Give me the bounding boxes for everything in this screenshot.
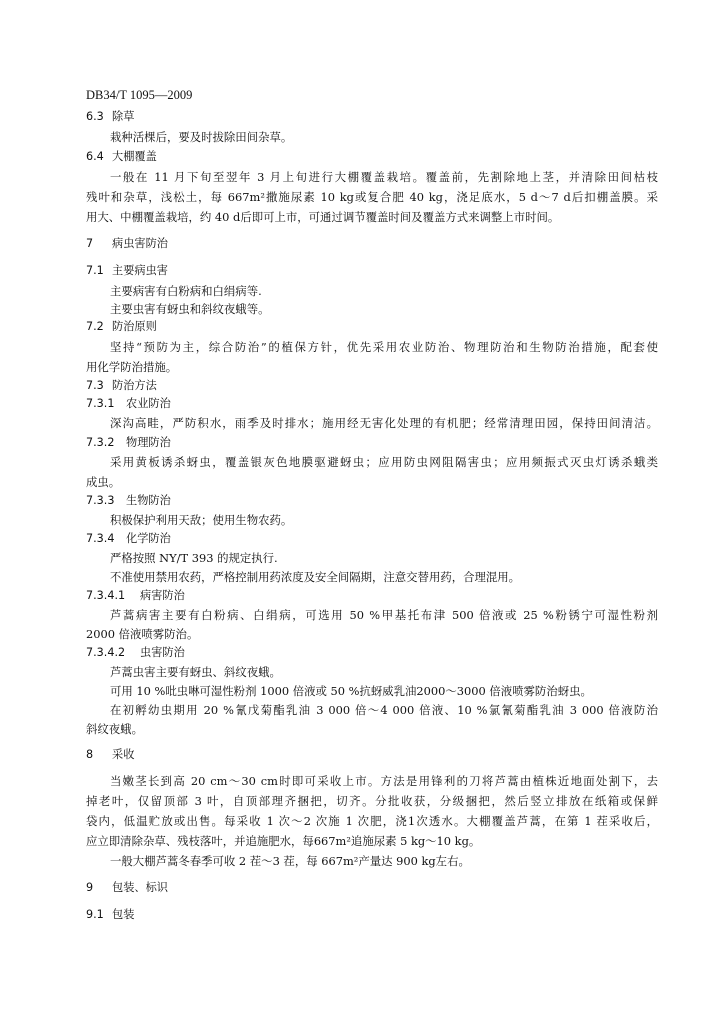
paragraph-line: 用化学防治措施。	[86, 360, 178, 374]
heading-6-3	[86, 110, 658, 124]
heading-number: 6.4	[86, 150, 104, 163]
heading-title: 病虫害防治	[112, 237, 168, 250]
heading-title: 大棚覆盖	[112, 150, 157, 163]
heading-number: 7.3.4.1	[86, 589, 126, 602]
standard-code: DB34/T 1095—2009	[86, 88, 193, 102]
heading-title: 病害防治	[140, 589, 185, 602]
paragraph-line: 当嫩茎长到高 20 cm～30 cm时即可采收上市。方法是用锋利的刀将芦蒿由植株近地面处割下，去	[110, 774, 658, 788]
heading-number: 6.3	[86, 110, 104, 123]
heading-title: 化学防治	[126, 532, 171, 545]
heading-7	[86, 237, 658, 251]
heading-title: 包装、标识	[112, 881, 168, 894]
heading-7-3	[86, 379, 658, 393]
heading-7-3-3	[86, 494, 658, 508]
paragraph-line: 应立即清除杂草、残枝落叶，并追施肥水，每667m²追施尿素 5 kg～10 kg。	[86, 834, 481, 848]
heading-title: 虫害防治	[140, 646, 185, 659]
paragraph-line: 在初孵幼虫期用 20 %氰戊菊酯乳油 3 000 倍～4 000 倍液、10 %氯氰菊酯乳油 3 000 倍液防治	[110, 703, 658, 717]
heading-number: 7.3.3	[86, 494, 115, 507]
heading-title: 除草	[112, 110, 135, 123]
heading-title: 采收	[112, 748, 135, 761]
heading-7-3-4	[86, 532, 658, 546]
heading-title: 包装	[112, 908, 135, 921]
heading-9	[86, 881, 658, 895]
heading-6-4	[86, 150, 658, 164]
paragraph-line: 芦蒿虫害主要有蚜虫、斜纹夜蛾。	[110, 665, 281, 679]
paragraph-line: 坚持“预防为主，综合防治”的植保方针，优先采用农业防治、物理防治和生物防治措施，配套使	[110, 340, 658, 354]
heading-number: 7.1	[86, 264, 104, 277]
heading-7-1	[86, 264, 658, 278]
paragraph-line: 袋内，低温贮放或出售。每采收 1 次～2 次施 1 次肥，浇1次透水。大棚覆盖芦蒿，在第 1 茬采收后，	[86, 814, 658, 828]
heading-title: 农业防治	[126, 397, 171, 410]
heading-title: 主要病虫害	[112, 264, 168, 277]
paragraph-line: 可用 10 %吡虫啉可湿性粉剂 1000 倍液或 50 %抗蚜威乳油2000～3000 倍液喷雾防治蚜虫。	[110, 684, 592, 698]
paragraph-line: 2000 倍液喷雾防治。	[86, 627, 199, 641]
heading-7-3-4-1	[86, 589, 658, 603]
heading-7-3-2	[86, 436, 658, 450]
paragraph-line: 一般大棚芦蒿冬春季可收 2 茬～3 茬，每 667m²产量达 900 kg左右。	[110, 854, 470, 868]
heading-number: 7.3.4.2	[86, 646, 126, 659]
heading-7-3-1	[86, 397, 658, 411]
heading-7-3-4-2	[86, 646, 658, 660]
paragraph-line: 主要病害有白粉病和白绢病等.	[110, 284, 262, 298]
heading-number: 7.3.2	[86, 436, 115, 449]
heading-number: 8	[86, 748, 94, 761]
heading-title: 防治原则	[112, 320, 157, 333]
paragraph-line: 不准使用禁用农药，严格控制用药浓度及安全间隔期，注意交替用药，合理混用。	[110, 570, 521, 584]
heading-number: 7.3	[86, 379, 104, 392]
paragraph-line: 积极保护利用天敌；使用生物农药。	[110, 513, 293, 527]
paragraph-line: 严格按照 NY/T 393 的规定执行.	[110, 551, 278, 565]
paragraph-line: 芦蒿病害主要有白粉病、白绢病，可选用 50 %甲基托布津 500 倍液或 25 %粉锈宁可湿性粉剂	[110, 608, 658, 622]
paragraph-line: 主要虫害有蚜虫和斜纹夜蛾等。	[110, 302, 270, 316]
heading-number: 9.1	[86, 908, 104, 921]
heading-9-1	[86, 908, 658, 922]
heading-number: 7	[86, 237, 94, 250]
heading-title: 生物防治	[126, 494, 171, 507]
heading-title: 物理防治	[126, 436, 171, 449]
paragraph-line: 一般在 11 月下旬至翌年 3 月上旬进行大棚覆盖栽培。覆盖前，先割除地上茎，并清除田间枯枝	[110, 170, 658, 184]
heading-number: 7.3.4	[86, 532, 115, 545]
paragraph-line: 深沟高畦，严防积水，雨季及时排水；施用经无害化处理的有机肥；经常清理田园，保持田间清洁。	[110, 416, 658, 430]
paragraph-line: 掉老叶，仅留顶部 3 叶，自顶部理齐捆把，切齐。分批收获，分级捆把，然后竖立排放在纸箱或保鲜	[86, 794, 658, 808]
heading-title: 防治方法	[112, 379, 157, 392]
paragraph-line: 成虫。	[86, 475, 121, 489]
paragraph-line: 残叶和杂草，浅松土，每 667m²撒施尿素 10 kg或复合肥 40 kg，浇足底水，5 d～7 d后扣棚盖膜。采	[86, 190, 658, 204]
paragraph-line: 采用黄板诱杀蚜虫，覆盖银灰色地膜驱避蚜虫；应用防虫网阻隔害虫；应用频振式灭虫灯诱杀蛾类	[110, 455, 658, 469]
heading-8	[86, 748, 658, 762]
heading-number: 7.2	[86, 320, 104, 333]
paragraph-line: 斜纹夜蛾。	[86, 722, 143, 736]
heading-number: 7.3.1	[86, 397, 115, 410]
heading-7-2	[86, 320, 658, 334]
paragraph-line: 用大、中棚覆盖栽培，约 40 d后即可上市，可通过调节覆盖时间及覆盖方式来调整上市时间。	[86, 210, 560, 224]
paragraph-6-3: 栽种活棵后，要及时拔除田间杂草。	[110, 130, 293, 144]
heading-number: 9	[86, 881, 94, 894]
